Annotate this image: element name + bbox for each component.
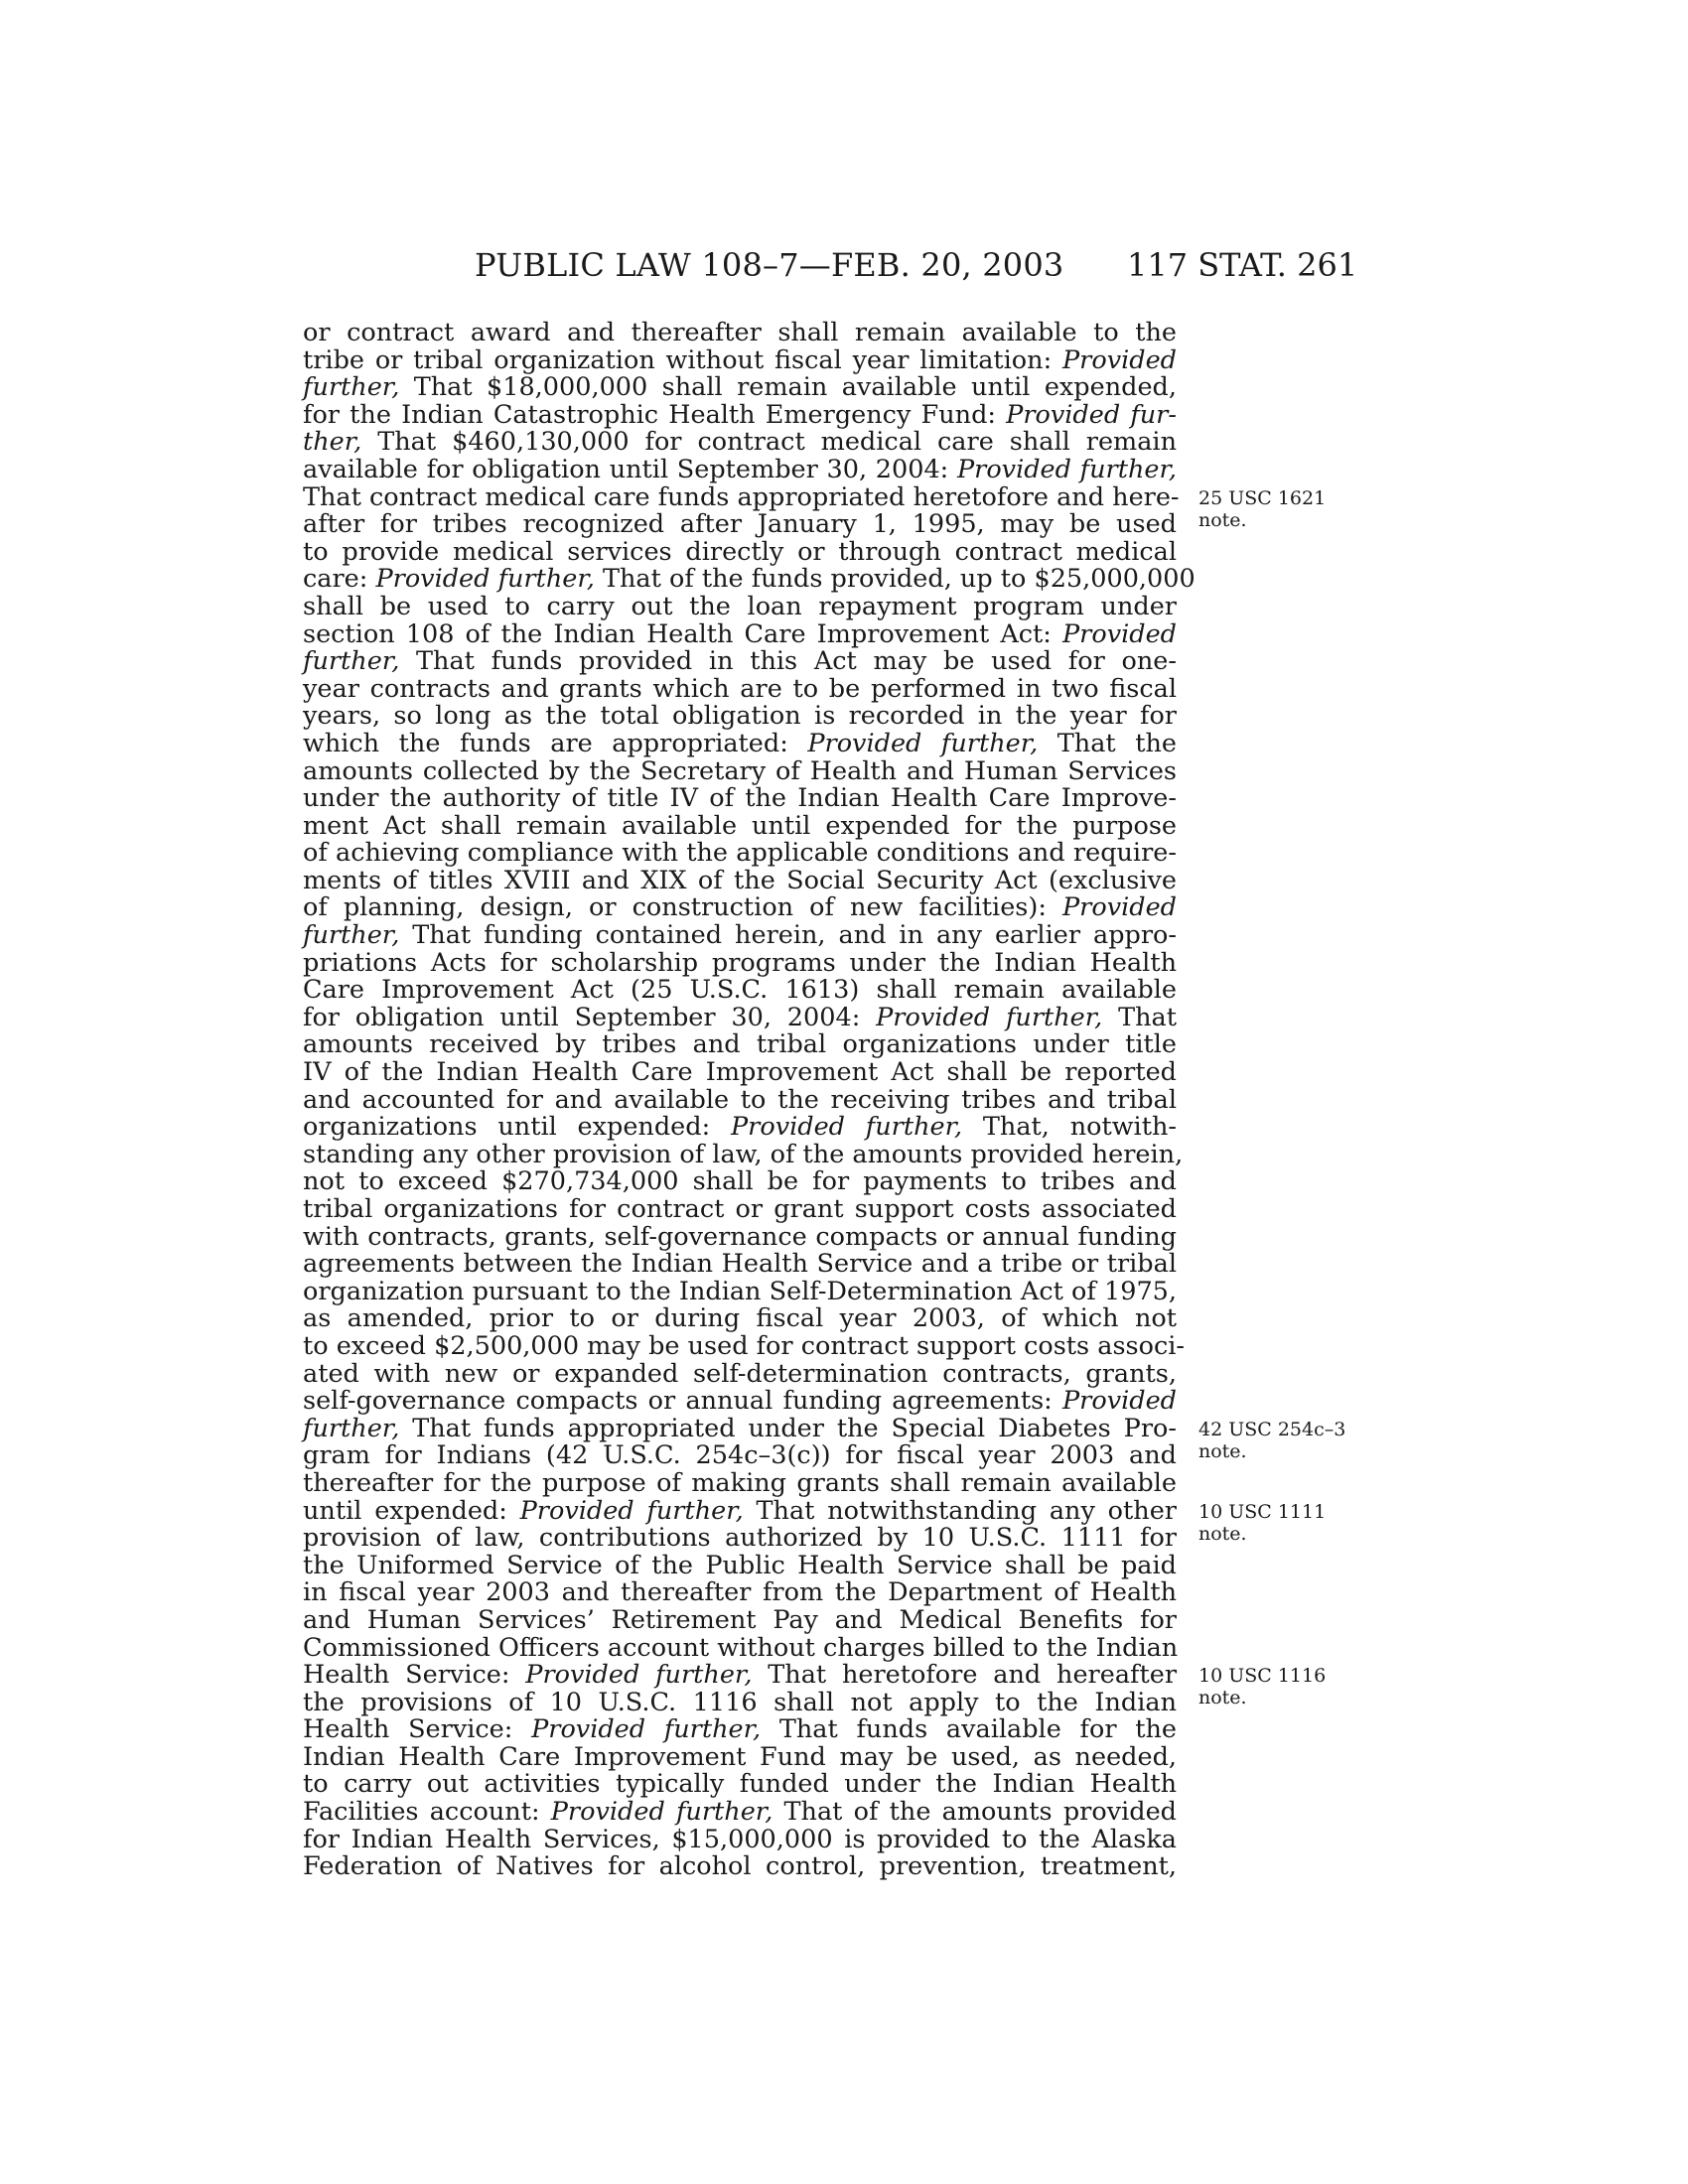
text-line <box>303 1687 1177 1717</box>
text-line <box>303 1002 1177 1032</box>
text-line <box>303 1139 1184 1169</box>
text-segment: ment Act shall remain available until expended for the purpose <box>303 810 1177 841</box>
text-segment: Care Improvement Act (25 U.S.C. 1613) shall remain available <box>303 975 1177 1006</box>
text-line <box>303 648 1177 676</box>
text-segment: amounts collected by the Secretary of Health and Human Services <box>303 755 1177 786</box>
text-line <box>303 1221 1177 1252</box>
text-line <box>303 1168 1177 1196</box>
text-line <box>303 1358 1177 1389</box>
text-segment: years, so long as the total obligation is recorded in the year for <box>303 701 1177 732</box>
italic-phrase: further, <box>303 646 400 677</box>
text-segment: of planning, design, or construction of new facilities): <box>303 892 1062 923</box>
text-segment: ments of titles XVIII and XIX of the Social Security Act (exclusive <box>303 865 1177 895</box>
text-line <box>303 785 1177 813</box>
margin-note-line: note. <box>1198 1440 1247 1462</box>
text-segment: with contracts, grants, self-governance compacts or annual funding <box>303 1221 1177 1252</box>
text-segment: after for tribes recognized after January 1, 1995, may be used <box>303 509 1177 540</box>
text-line <box>303 1632 1179 1663</box>
text-segment: Federation of Natives for alcohol control, prevention, treatment, <box>303 1851 1177 1882</box>
italic-phrase: Provided further, <box>876 1002 1103 1032</box>
text-line <box>303 511 1177 539</box>
text-segment: That heretofore and hereafter <box>752 1660 1178 1691</box>
text-segment: Health Service: <box>303 1714 532 1745</box>
text-segment: not to exceed $270,734,000 shall be for payments to tribes and <box>303 1166 1177 1197</box>
text-segment: or contract award and thereafter shall remain available to the <box>303 318 1177 347</box>
italic-phrase: further, <box>303 1413 400 1443</box>
statute-body-text <box>303 318 1196 1882</box>
text-segment: and Human Services’ Retirement Pay and Medical Benefits for <box>303 1604 1177 1635</box>
text-segment: in fiscal year 2003 and thereafter from the Department of Health <box>303 1577 1177 1608</box>
margin-note-line: 10 USC 1116 <box>1198 1665 1327 1688</box>
text-segment: to exceed $2,500,000 may be used for contract support costs associ- <box>303 1330 1186 1361</box>
text-line <box>303 977 1177 1005</box>
text-line <box>303 865 1177 895</box>
text-segment: until expended: <box>303 1495 520 1526</box>
text-line <box>303 564 1196 595</box>
text-segment: for obligation until September 30, 2004: <box>303 1002 877 1032</box>
text-segment: priations Acts for scholarship programs under the Indian Health <box>303 947 1177 978</box>
text-segment: section 108 of the Indian Health Care Improvement Act: <box>303 618 1062 649</box>
text-line <box>303 536 1177 567</box>
text-segment: the provisions of 10 U.S.C. 1116 shall not apply to the Indian <box>303 1687 1177 1717</box>
text-line <box>303 1059 1177 1087</box>
text-line <box>303 618 1177 649</box>
text-segment: ated with new or expanded self-determination contracts, grants, <box>303 1358 1177 1389</box>
margin-citation-note <box>1198 487 1326 531</box>
italic-phrase: Provided further, <box>731 1112 963 1143</box>
text-line <box>303 840 1177 868</box>
page-header <box>0 246 1688 290</box>
text-line <box>303 1799 1177 1827</box>
text-line <box>303 1031 1177 1059</box>
text-segment: amounts received by tribes and tribal organizations under title <box>303 1029 1177 1060</box>
text-line <box>303 454 1177 484</box>
text-line <box>303 1442 1177 1470</box>
text-segment: and accounted for and available to the receiving tribes and tribal <box>303 1084 1177 1115</box>
text-segment: care: <box>303 564 376 595</box>
text-segment: year contracts and grants which are to be performed in two fiscal <box>303 673 1177 704</box>
text-segment: That notwithstanding any other <box>743 1495 1177 1526</box>
text-segment: shall be used to carry out the loan repayment program under <box>303 591 1177 621</box>
text-line <box>303 591 1177 621</box>
text-segment: That contract medical care funds appropriated heretofore and here- <box>303 481 1180 512</box>
text-segment: organizations until expended: <box>303 1112 731 1143</box>
text-line <box>303 1413 1177 1443</box>
text-segment: That <box>1102 1002 1177 1032</box>
italic-phrase: Provided fur- <box>1006 399 1177 430</box>
text-segment: That of the funds provided, up to $25,000,000 <box>594 564 1196 595</box>
text-segment: Indian Health Care Improvement Fund may be used, as needed, <box>303 1741 1177 1772</box>
text-line <box>303 703 1177 731</box>
text-line <box>303 894 1177 922</box>
text-segment: to provide medical services directly or through contract medical <box>303 536 1177 567</box>
text-segment: of achieving compliance with the applicable conditions and require- <box>303 838 1177 869</box>
text-line <box>303 1824 1177 1854</box>
text-line <box>303 429 1177 457</box>
text-segment: self-governance compacts or annual funding agreements: <box>303 1386 1062 1417</box>
text-segment: for the Indian Catastrophic Health Emergency Fund: <box>303 399 1007 430</box>
margin-note-line: note. <box>1198 508 1247 531</box>
text-segment: That, notwith- <box>962 1112 1177 1143</box>
text-segment: That funds provided in this Act may be used for one- <box>399 646 1177 677</box>
text-segment: available for obligation until September 30, 2004: <box>303 454 957 484</box>
text-segment: That funds available for the <box>761 1714 1177 1745</box>
statute-page-number: 117 STAT. 261 <box>1127 246 1358 284</box>
margin-note-line: note. <box>1198 1687 1247 1709</box>
text-line <box>303 481 1180 512</box>
italic-phrase: Provided further, <box>525 1660 753 1691</box>
text-line <box>303 922 1177 950</box>
text-line <box>303 320 1177 347</box>
text-segment: thereafter for the purpose of making grants shall remain available <box>303 1467 1177 1498</box>
text-segment: Health Service: <box>303 1660 526 1691</box>
text-segment: That funds appropriated under the Special Diabetes Pro- <box>399 1413 1177 1443</box>
text-line <box>303 1305 1177 1333</box>
text-segment: tribe or tribal organization without fiscal year limitation: <box>303 344 1062 375</box>
text-line <box>303 1467 1177 1498</box>
text-line <box>303 344 1177 375</box>
text-segment: gram for Indians (42 U.S.C. 254c–3(c)) for fiscal year 2003 and <box>303 1440 1177 1471</box>
italic-phrase: Provided further, <box>375 564 595 595</box>
text-segment: That $18,000,000 shall remain available until expended, <box>399 372 1177 403</box>
text-segment: That $460,130,000 for contract medical care shall remain <box>361 427 1177 458</box>
margin-citation-note <box>1198 1665 1326 1708</box>
text-line <box>303 1330 1186 1361</box>
italic-phrase: further, <box>303 920 400 951</box>
text-segment: Commissioned Officers account without charges billed to the Indian <box>303 1632 1179 1663</box>
margin-note-line: note. <box>1198 1522 1247 1545</box>
text-line <box>303 1388 1177 1416</box>
italic-phrase: Provided <box>1062 344 1177 375</box>
margin-note-line: 10 USC 1111 <box>1198 1500 1327 1523</box>
running-head-title: PUBLIC LAW 108–7—FEB. 20, 2003 <box>475 246 1064 284</box>
italic-phrase: Provided further, <box>531 1714 762 1745</box>
text-line <box>303 374 1177 402</box>
text-line <box>303 399 1177 430</box>
italic-phrase: Provided further, <box>519 1495 744 1526</box>
text-line <box>303 1084 1177 1115</box>
italic-phrase: Provided further, <box>956 454 1177 484</box>
text-line <box>303 1550 1177 1580</box>
italic-phrase: Provided further, <box>807 728 1039 758</box>
text-segment: agreements between the Indian Health Service and a tribe or tribal <box>303 1249 1177 1280</box>
text-segment: organization pursuant to the Indian Self-Determination Act of 1975, <box>303 1276 1177 1306</box>
text-segment: standing any other provision of law, of the amounts provided herein, <box>303 1139 1184 1169</box>
text-segment: to carry out activities typically funded under the Indian Health <box>303 1769 1177 1800</box>
text-line <box>303 1196 1177 1224</box>
text-line <box>303 1114 1177 1142</box>
text-line <box>303 755 1177 786</box>
margin-citation-note <box>1198 1501 1326 1545</box>
text-segment: tribal organizations for contract or grant support costs associated <box>303 1194 1177 1224</box>
text-segment: That funding contained herein, and in any earlier appro- <box>399 920 1177 951</box>
italic-phrase: Provided <box>1062 1386 1177 1417</box>
text-line <box>303 947 1177 978</box>
margin-note-line: 42 USC 254c–3 <box>1198 1419 1346 1440</box>
text-line <box>303 1741 1177 1772</box>
text-segment: That of the amounts provided <box>773 1797 1177 1828</box>
italic-phrase: ther, <box>303 427 362 458</box>
text-segment: under the authority of title IV of the Indian Health Care Improve- <box>303 783 1177 814</box>
margin-note-line: 25 USC 1621 <box>1198 486 1327 509</box>
text-segment: for Indian Health Services, $15,000,000 is provided to the Alaska <box>303 1824 1177 1854</box>
text-line <box>303 1276 1177 1306</box>
italic-phrase: Provided <box>1062 618 1177 649</box>
text-segment: provision of law, contributions authorized by 10 U.S.C. 1111 for <box>303 1523 1177 1554</box>
text-line <box>303 1716 1177 1744</box>
text-segment: the Uniformed Service of the Public Health Service shall be paid <box>303 1550 1177 1580</box>
margin-citation-note <box>1198 1419 1345 1462</box>
text-segment: which the funds are appropriated: <box>303 728 808 758</box>
italic-phrase: Provided <box>1062 892 1177 923</box>
text-line <box>303 1662 1177 1690</box>
text-line <box>303 810 1177 841</box>
text-line <box>303 1251 1177 1279</box>
text-line <box>303 1525 1177 1553</box>
text-segment: as amended, prior to or during fiscal year 2003, of which not <box>303 1303 1177 1334</box>
text-line <box>303 1604 1177 1635</box>
text-line <box>303 1495 1177 1526</box>
text-line <box>303 673 1177 704</box>
italic-phrase: Provided further, <box>550 1797 774 1828</box>
text-segment: That the <box>1038 728 1177 758</box>
text-segment: Facilities account: <box>303 1797 551 1828</box>
text-line <box>303 1579 1177 1607</box>
text-line <box>303 1853 1177 1881</box>
text-line <box>303 1771 1177 1799</box>
text-line <box>303 728 1177 758</box>
text-segment: IV of the Indian Health Care Improvement Act shall be reported <box>303 1057 1177 1088</box>
italic-phrase: further, <box>303 372 400 403</box>
